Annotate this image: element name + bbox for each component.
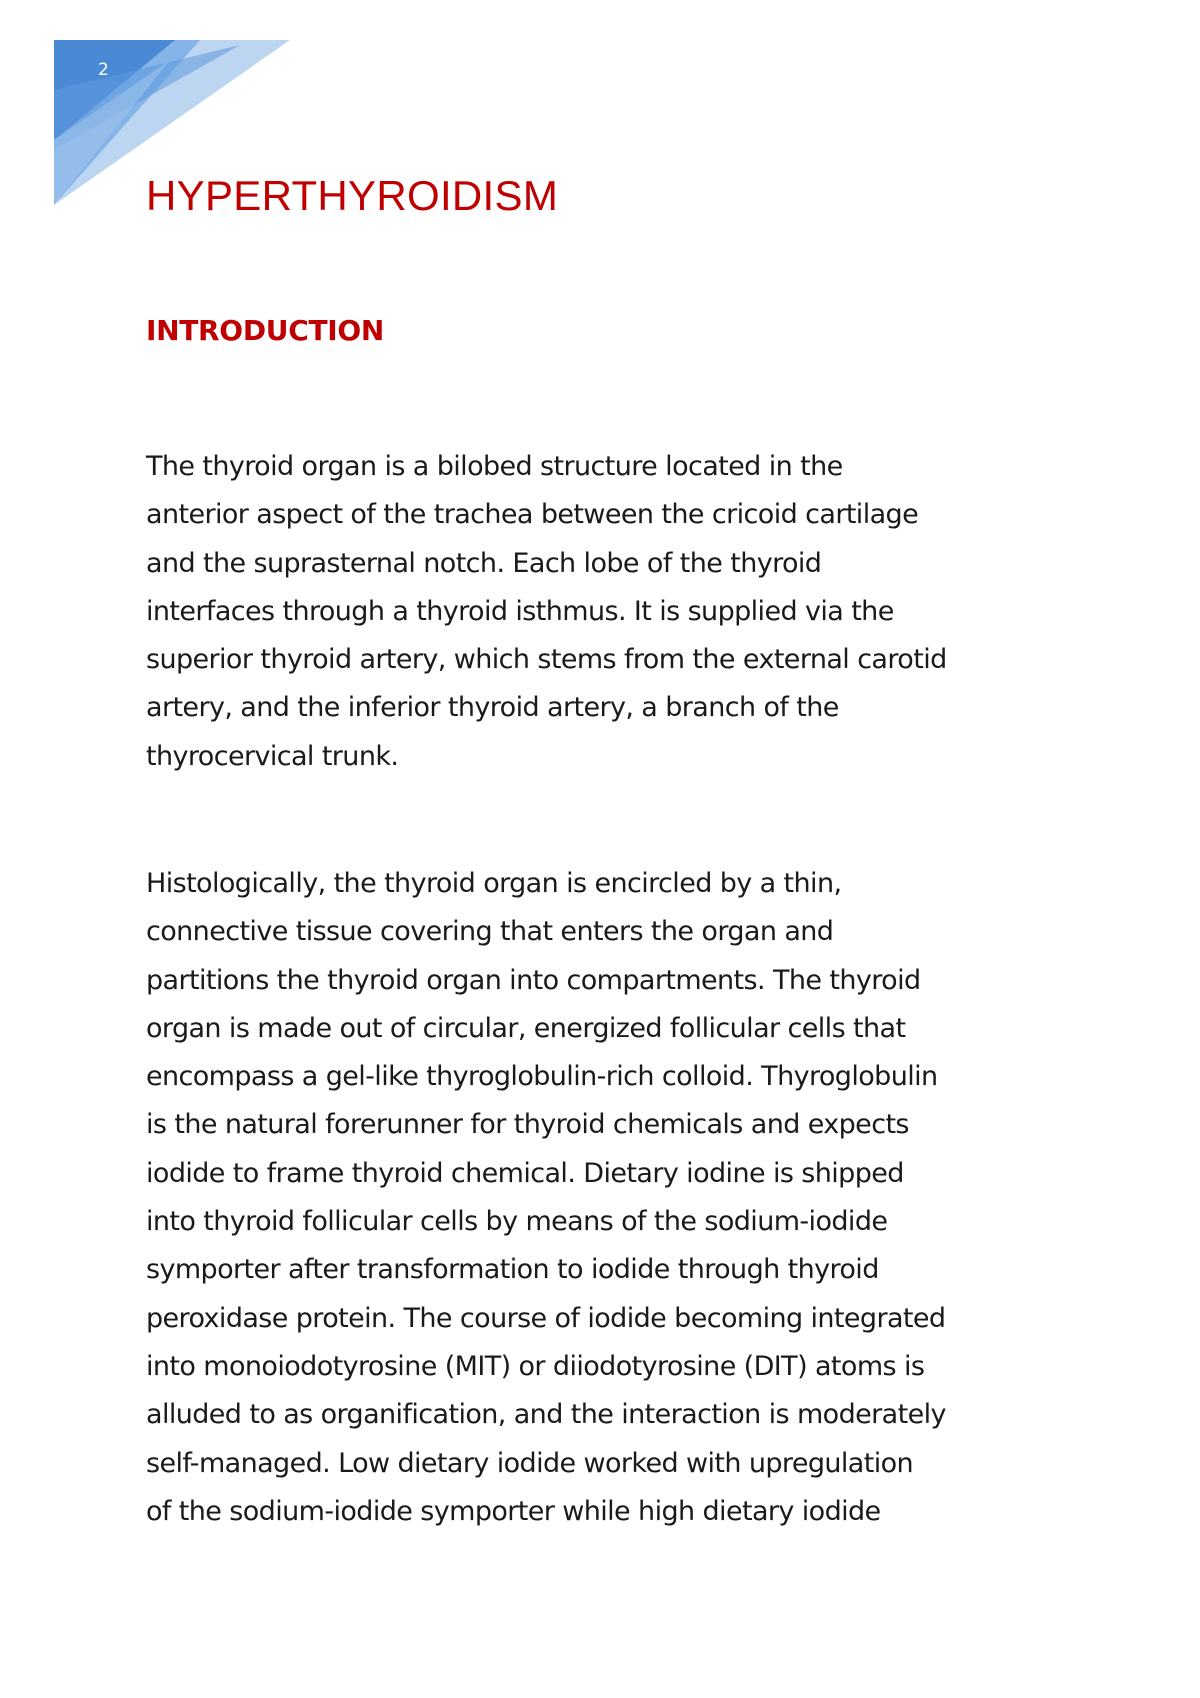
paragraph-thyroid-anatomy: The thyroid organ is a bilobed structure located in the anterior aspect of the trachea between the cricoid cartilage and the suprasternal notch. Each lobe of the thyroid interfaces through a thyroid isthmus. It is supplied via the superior thyroid artery, which stems from the external carotid artery, and the inferior thyroid artery, a branch of the thyrocervical trunk. <box>146 451 947 772</box>
section-heading-introduction: INTRODUCTION <box>146 314 384 347</box>
paragraph-thyroid-histology: Histologically, the thyroid organ is encircled by a thin, connective tissue covering that enters the organ and partitions the thyroid organ into compartments. The thyroid organ is made out of circular, energized follicular cells that encompass a gel-like thyroglobulin-rich colloid. Thyroglobulin is the natural forerunner for thyroid chemicals and expects iodide to frame thyroid chemical. Dietary iodine is shipped into thyroid follicular cells by means of the sodium-iodide symporter after transformation to iodide through thyroid peroxidase protein. The course of iodide becoming integrated into monoiodotyrosine (MIT) or diiodotyrosine (DIT) atoms is alluded to as organification, and the interaction is moderately self-managed. Low dietary iodide worked with upregulation of the sodium-iodide symporter while high dietary iodide <box>146 868 946 1527</box>
document-title: HYPERTHYROIDISM <box>146 172 559 219</box>
page-number: 2 <box>98 60 109 80</box>
